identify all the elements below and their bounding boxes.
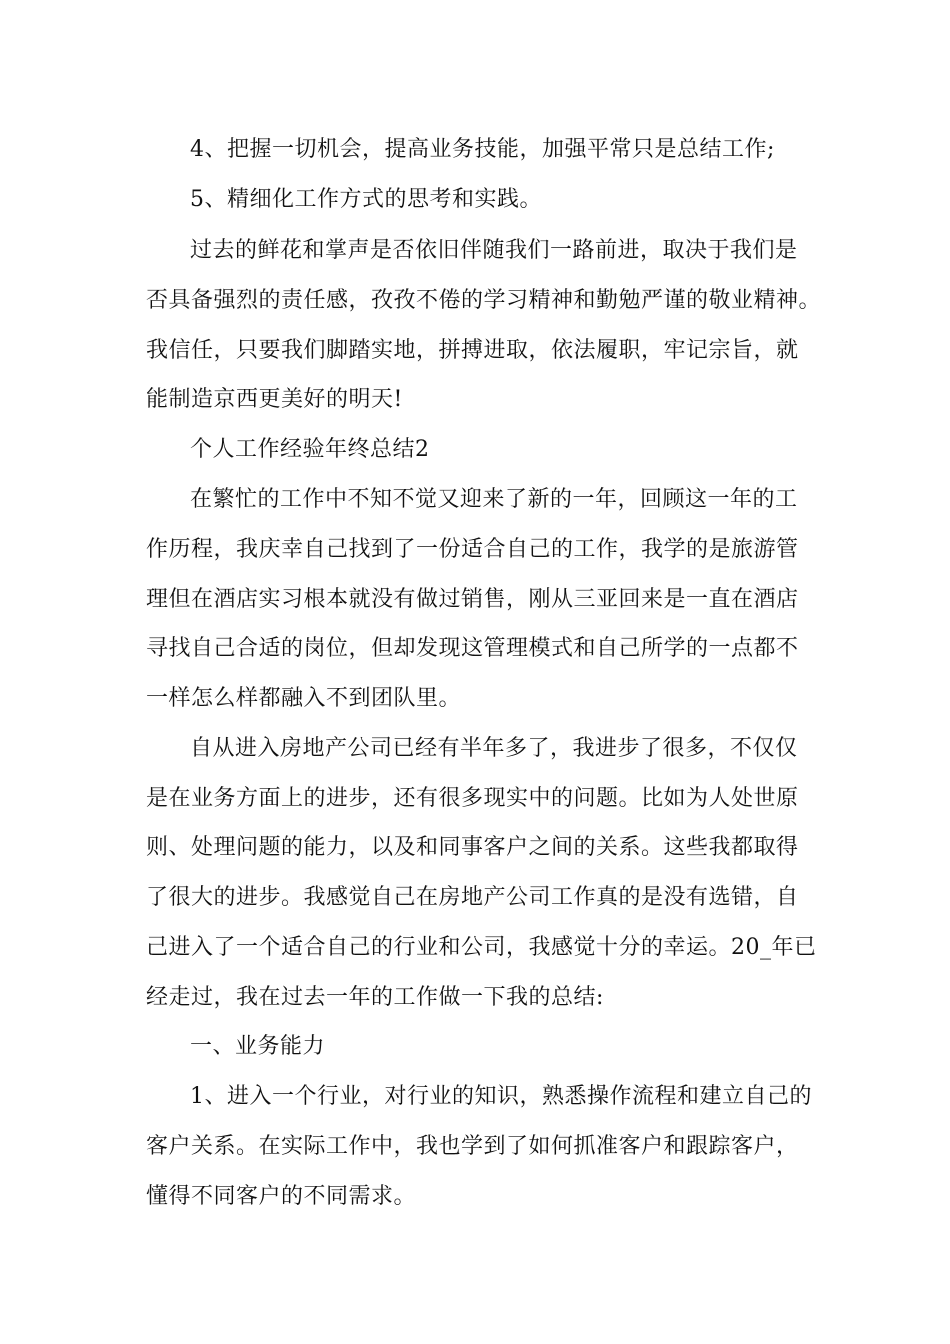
paragraph-line: 己进入了一个适合自己的行业和公司，我感觉十分的幸运。20_年已 bbox=[146, 935, 817, 960]
paragraph-line: 寻找自己合适的岗位，但却发现这管理模式和自己所学的一点都不 bbox=[146, 636, 799, 661]
paragraph-line: 懂得不同客户的不同需求。 bbox=[146, 1184, 417, 1209]
paragraph-line: 则、处理问题的能力，以及和同事客户之间的关系。这些我都取得 bbox=[146, 835, 799, 860]
paragraph-line: 能制造京西更美好的明天! bbox=[146, 387, 403, 412]
paragraph-line: 作历程，我庆幸自己找到了一份适合自己的工作，我学的是旅游管 bbox=[146, 537, 799, 562]
paragraph-line: 一样怎么样都融入不到团队里。 bbox=[146, 686, 462, 711]
paragraph-line: 过去的鲜花和掌声是否依旧伴随我们一路前进，取决于我们是 bbox=[190, 238, 798, 263]
paragraph-line: 经走过，我在过去一年的工作做一下我的总结: bbox=[146, 985, 604, 1010]
paragraph-line: 了很大的进步。我感觉自己在房地产公司工作真的是没有选错，自 bbox=[146, 885, 799, 910]
paragraph-line: 否具备强烈的责任感，孜孜不倦的学习精神和勤勉严谨的敬业精神。 bbox=[146, 288, 822, 313]
list-item-5: 5、精细化工作方式的思考和实践。 bbox=[190, 187, 542, 212]
list-item-4: 4、把握一切机会，提高业务技能，加强平常只是总结工作; bbox=[190, 137, 775, 162]
paragraph-line: 我信任，只要我们脚踏实地，拼搏进取，依法履职，牢记宗旨，就 bbox=[146, 338, 799, 363]
paragraph-line: 客户关系。在实际工作中，我也学到了如何抓准客户和跟踪客户， bbox=[146, 1134, 799, 1159]
list-item-1: 1、进入一个行业，对行业的知识，熟悉操作流程和建立自己的 bbox=[190, 1084, 812, 1109]
paragraph-line: 自从进入房地产公司已经有半年多了，我进步了很多，不仅仅 bbox=[190, 736, 798, 761]
paragraph-line: 是在业务方面上的进步，还有很多现实中的问题。比如为人处世原 bbox=[146, 786, 799, 811]
paragraph-line: 在繁忙的工作中不知不觉又迎来了新的一年，回顾这一年的工 bbox=[190, 487, 798, 512]
paragraph-line: 理但在酒店实习根本就没有做过销售，刚从三亚回来是一直在酒店 bbox=[146, 587, 799, 612]
section-heading: 一、业务能力 bbox=[190, 1034, 326, 1059]
section-heading: 个人工作经验年终总结2 bbox=[190, 437, 430, 462]
